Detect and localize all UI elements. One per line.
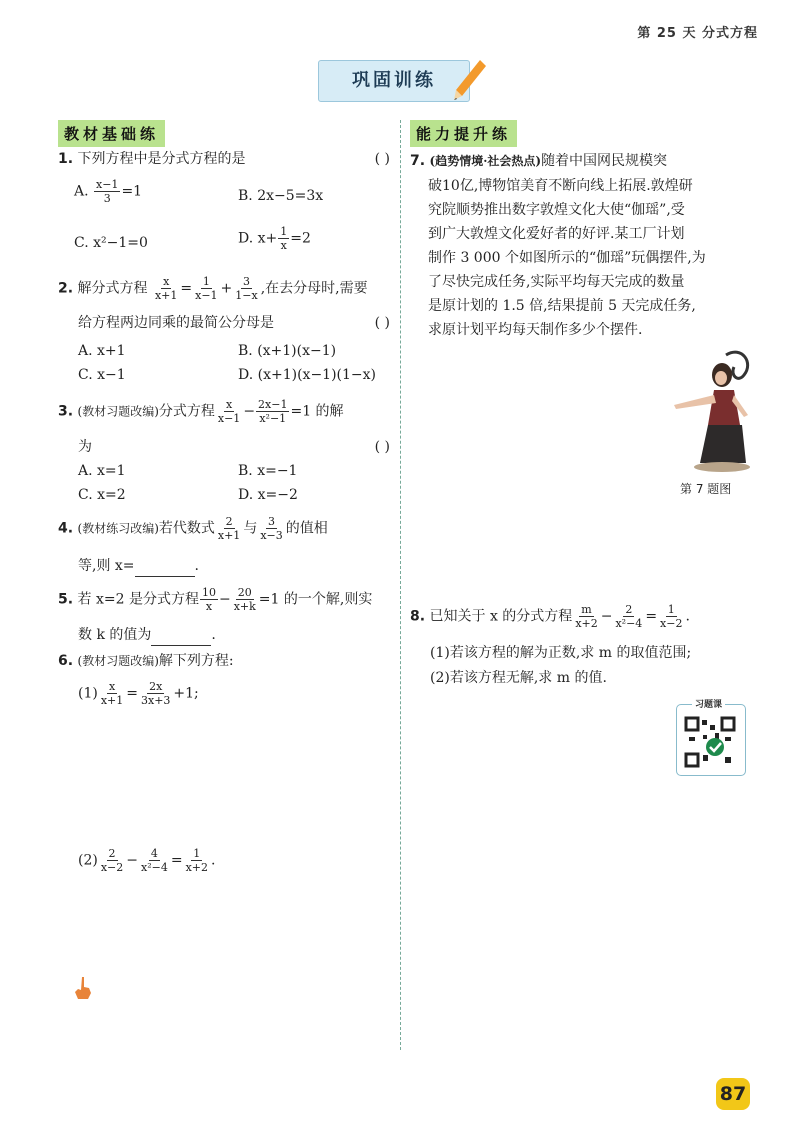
q4-line2: 等,则 x= . (78, 555, 199, 577)
page-header: 第 25 天 分式方程 (637, 26, 758, 41)
q2-option-b: B. (x+1)(x−1) (238, 343, 337, 359)
question-2: 2. 解分式方程 $\frac{x}{x+1}$ = $\frac{1}{x-1}$ + $\frac{3}{1-x}$ ,在去分母时,需要 (58, 275, 368, 302)
q8-subquestion-1: (1)若该方程的解为正数,求 m 的取值范围; (430, 645, 692, 661)
q3-option-a: A. x=1 (78, 463, 126, 479)
answer-blank[interactable] (135, 562, 195, 577)
jiayao-figurine-image (664, 345, 754, 475)
q6-part-1: (1) $\frac{x}{x+1}$ = $\frac{2x}{3x+3}$ +1; (78, 680, 199, 707)
q8-subquestion-2: (2)若该方程无解,求 m 的值. (430, 670, 607, 686)
answer-blank[interactable] (151, 631, 211, 646)
page-number: 87 (716, 1078, 750, 1110)
q1-option-a: A. $\frac{x-1}{3}$ =1 (74, 178, 143, 205)
q3-line2: 为 ( ) (78, 439, 390, 455)
q7-figure-caption: 第 7 题图 (680, 482, 732, 496)
question-8: 8. 已知关于 x 的分式方程 $\frac{m}{x+2}$ − $\frac{2}{\text{x²−4}}$ = $\frac{1}{x-2}$ . (410, 603, 690, 630)
pencil-icon (452, 58, 486, 102)
q1-option-d: D. x+ $\frac{1}{x}$ =2 (238, 225, 311, 252)
qr-code-icon (677, 705, 745, 775)
q2-option-c: C. x−1 (78, 367, 126, 383)
q2-option-a: A. x+1 (78, 343, 126, 359)
qr-code-frame[interactable] (676, 704, 746, 776)
q6-part-2: (2) $\frac{2}{x-2}$ − $\frac{4}{\text{x²−4}}$ = $\frac{1}{x+2}$ . (78, 847, 216, 874)
hand-pointer-icon (72, 975, 94, 1001)
q1-option-b: B. 2x−5=3x (238, 188, 324, 204)
question-1: 1. 下列方程中是分式方程的是 ( ) (58, 151, 390, 167)
section-basic: 教材基础练 (58, 120, 165, 147)
q1-option-c: C. x²−1=0 (74, 235, 148, 251)
section-advanced: 能力提升练 (410, 120, 517, 147)
q3-option-b: B. x=−1 (238, 463, 298, 479)
q2-line2: 给方程两边同乘的最简公分母是 ( ) (78, 315, 390, 331)
q5-line2: 数 k 的值为 . (78, 624, 216, 646)
q7-body: 破10亿,博物馆美育不断向线上拓展.敦煌研 究院顺势推出数字敦煌文化大使“伽瑶”,受 到广大敦煌文化爱好者的好评.某工厂计划 制作 3 000 个如图所示的“伽瑶”玩偶摆件,为 了尽快完成任务,实际平均每天完成的数量 是原计划的 1.5 倍,结果提前 5 天完成任务, 求原计划平均每天制作多少个摆件. (428, 178, 706, 338)
q2-option-d: D. (x+1)(x−1)(1−x) (238, 367, 376, 383)
q3-option-d: D. x=−2 (238, 487, 298, 503)
q3-option-c: C. x=2 (78, 487, 126, 503)
qr-code-label: 习题课 (692, 697, 725, 710)
question-3: 3. (教材习题改编)分式方程 $\frac{x}{x-1}$ − $\frac{2x-1}{\text{x²−1}}$ =1 的解 (58, 398, 344, 425)
question-5: 5. 若 x=2 是分式方程 $\frac{10}{x}$ − $\frac{20}{x+k}$ =1 的一个解,则实 (58, 586, 373, 613)
question-4: 4. (教材练习改编)若代数式 $\frac{2}{x+1}$ 与 $\frac{3}{x-3}$ 的值相 (58, 515, 328, 542)
question-7: 7. (趋势情境·社会热点)随着中国网民规模突 (410, 153, 668, 169)
question-6: 6. (教材习题改编)解下列方程: (58, 653, 234, 669)
section-banner: 巩固训练 (318, 60, 470, 102)
column-divider (400, 120, 401, 1050)
